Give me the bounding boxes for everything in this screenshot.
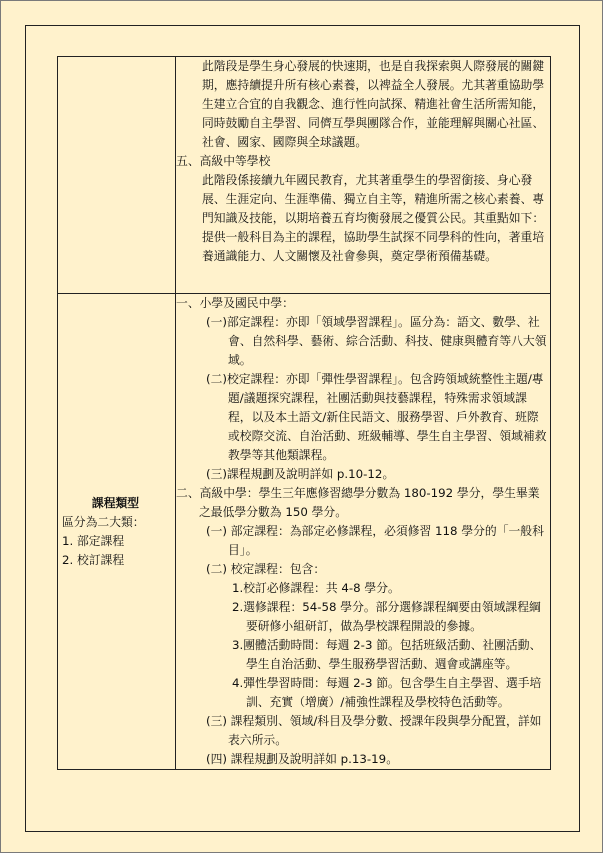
course-detail-cell — [176, 294, 551, 770]
table-row — [58, 294, 551, 770]
part1-item: (二)校定課程：亦即「彈性學習課程」。包含跨領域統整性主題/專題/議題探究課程，社團活動與技藝課程，特殊需求領域課程，以及本土語文/新住民語文、服務學習、戶外教育、班際或校際交流、自治活動、班級輔導、學生自主學習、領域補救教學等其他類課程。 — [206, 372, 547, 462]
section5-heading: 五、高級中等學校 — [176, 154, 271, 168]
part2-item: (一) 部定課程：為部定必修課程，必須修習 118 學分的「一般科目」。 — [206, 524, 544, 557]
table-row — [58, 57, 551, 294]
right-cell-stage-description — [176, 57, 551, 294]
part2-subitem: 3.團體活動時間：每週 2-3 節。包括班級活動、社團活動、學生自治活動、學生服務學習活動、週會或講座等。 — [232, 638, 542, 671]
part2-subitem: 4.彈性學習時間：每週 2-3 節。包含學生自主學習、選手培訓、充實（增廣）/補強性課程及學校特色活動等。 — [232, 676, 542, 709]
part2-item: (二) 校定課程：包含： — [206, 562, 326, 576]
part2-subitem: 1.校訂必修課程：共 4-8 學分。 — [232, 581, 400, 595]
left-cell-empty — [58, 57, 176, 294]
part2-item: (三) 課程類別、領域/科目及學分數、授課年段與學分配置，詳如表六所示。 — [206, 714, 542, 747]
part2-heading: 二、高級中學：學生三年應修習總學分數為 180-192 學分，學生畢業之最低學分數為 150 學分。 — [176, 486, 540, 519]
intro-paragraph: 此階段是學生身心發展的快速期，也是自我探索與人際發展的關鍵期，應持續提升所有核心素養，以裨益全人發展。尤其著重協助學生建立合宜的自我觀念、進行性向試探、精進社會生活所需知能，同時鼓勵自主學習、同儕互學與團隊合作，並能理解與關心社區、社會、國家、國際與全球議題。 — [202, 59, 545, 149]
course-type-item: 1. 部定課程 — [62, 533, 125, 548]
section5-body: 此階段係接續九年國民教育，尤其著重學生的學習銜接、身心發展、生涯定向、生涯準備、獨立自主等，精進所需之核心素養、專門知識及技能，以期培養五育均衡發展之優質公民。其重點如下：提供一般科目為主的課程，協助學生試探不同學科的性向，著重培養通識能力、人文關懷及社會參與，奠定學術預備基礎。 — [202, 173, 545, 263]
part1-heading: 一、小學及國民中學： — [176, 296, 294, 310]
part2-subitem: 2.選修課程：54-58 學分。部分選修課程綱要由領域課程綱要研修小組研訂，做為學校課程開設的參據。 — [232, 600, 541, 633]
course-type-title: 課程類型 — [91, 495, 140, 510]
part1-item: (三)課程規劃及說明詳如 p.10-12。 — [206, 467, 395, 481]
part2-item: (四) 課程規劃及說明詳如 p.13-19。 — [206, 752, 398, 766]
course-type-subtitle: 區分為二大類： — [62, 514, 145, 529]
part1-item: (一)部定課程：亦即「領域學習課程」。區分為：語文、數學、社會、自然科學、藝術、綜合活動、科技、健康與體育等八大領域。 — [206, 315, 547, 367]
curriculum-table — [57, 56, 551, 770]
course-type-cell — [58, 294, 176, 770]
course-type-item: 2. 校訂課程 — [62, 552, 125, 567]
